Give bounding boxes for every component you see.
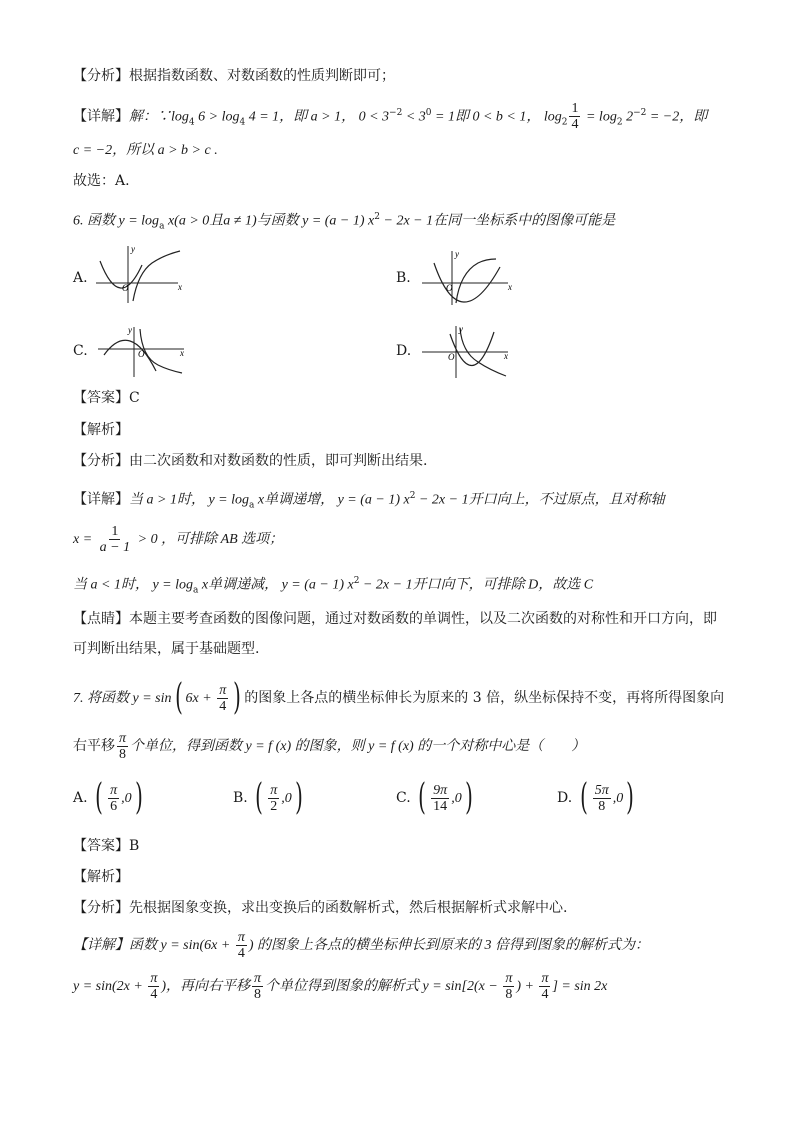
- q7-option-b[interactable]: B. ( $\frac{\pi}{2}$ ,0): [233, 777, 303, 818]
- q6-option-d-label[interactable]: D.: [396, 343, 412, 359]
- fraction-pi-over-8: $\frac{\pi}{8}$: [119, 730, 127, 762]
- axis-x-label: x: [504, 351, 508, 361]
- axis-origin-label: O: [446, 283, 453, 293]
- q5-analysis: 【分析】根据指数函数、对数函数的性质判断即可；: [73, 68, 395, 84]
- q6-detail-line1: 【详解】当 a > 1时， $y = \log_a x$单调递增， y = (a − 1) $x^2 - 2x - 1$开口向上，不过原点，且对称轴: [73, 491, 665, 511]
- q7-answer: 【答案】B: [73, 838, 140, 854]
- q6-option-a-label[interactable]: A.: [73, 270, 88, 286]
- q6-option-c-label[interactable]: C.: [73, 343, 88, 359]
- fraction-pi-over-4: $\frac{\pi}{4}$: [219, 682, 227, 714]
- q6-detail-line3: 当 a < 1时， $y = \log_a x$单调递减， y = (a − 1) $x^2 - 2x - 1$开口向下，可排除 D，故选 C: [73, 576, 594, 596]
- axis-y-label: y: [128, 325, 132, 335]
- axis-x-label: x: [508, 282, 512, 292]
- q6-option-c-graph: [96, 323, 192, 379]
- q6-answer: 【答案】C: [73, 390, 140, 406]
- axis-x-label: x: [178, 282, 182, 292]
- axis-y-label: y: [455, 249, 459, 259]
- q6-option-b-label[interactable]: B.: [396, 270, 411, 286]
- axis-origin-label: O: [138, 349, 145, 359]
- q5-choose: 故选：A.: [73, 173, 130, 189]
- q6-stem: 6. 函数 $y = \log_a x(a > 0$且a ≠ 1)与函数 y = (a − 1) $x^2 - 2x - 1$在同一坐标系中的图像可能是: [73, 212, 616, 232]
- fraction-symmetry-axis: $\frac{1}{a - 1}$: [99, 523, 131, 555]
- q7-analysis: 【分析】先根据图象变换，求出变换后的函数解析式，然后根据解析式求解中心.: [73, 900, 568, 916]
- q7-jiexi: 【解析】: [73, 869, 129, 885]
- q7-option-a[interactable]: A. ( $\frac{\pi}{6}$ ,0): [73, 777, 143, 818]
- q6-option-b-graph: [420, 247, 516, 307]
- q5-detail-line1: 【详解】解：$\because\log_4$ $6 > \log_4 4 = 1$，即 a > 1， $0 < 3^{-2} < 3^0 = 1$即 0 < b < 1， $\log_2$ $\frac{1}{4}$ = $\log_2 2^{-2} = -2$，即: [73, 101, 708, 132]
- q7-stem-line1: 7. 将函数 y = sin( 6x + $\frac{\pi}{4}$ ) 的图象上各点的横坐标伸长为原来的 3 倍，纵坐标保持不变，再将所得图象向: [73, 677, 725, 718]
- q6-analysis: 【分析】由二次函数和对数函数的性质，即可判断出结果.: [73, 453, 428, 469]
- q7-detail-line2: y = sin(2x + $\frac{\pi}{4}$ )，再向右平移 $\frac{\pi}{8}$ 个单位得到图象的解析式 y = sin[2(x − $\frac{\pi}{8}$ ) + $\frac{\pi}{4}$ ] = sin 2x: [73, 970, 608, 1002]
- q7-option-d[interactable]: D. ( $\frac{5\pi}{8}$ ,0): [557, 777, 635, 818]
- q7-option-c[interactable]: C. ( $\frac{9\pi}{14}$ ,0): [396, 777, 473, 818]
- q5-detail-line2: c = −2，所以 a > b > c .: [73, 143, 218, 158]
- q6-detail-line2: x = $\frac{1}{a - 1}$ > 0 ，可排除 AB 选项；: [73, 523, 284, 555]
- q6-comment-line1: 【点睛】本题主要考查函数的图像问题，通过对数函数的单调性，以及二次函数的对称性和开口方向，即: [73, 611, 717, 627]
- axis-origin-label: O: [122, 283, 129, 293]
- q7-detail-line1: 【详解】函数 y = sin(6x + $\frac{\pi}{4}$ ) 的图象上各点的横坐标伸长到原来的 3 倍得到图象的解析式为：: [73, 929, 650, 961]
- fraction-one-quarter: $\frac{1}{4}$: [571, 101, 579, 132]
- q6-comment-line2: 可判断出结果，属于基础题型.: [73, 641, 260, 657]
- q6-option-d-graph: [420, 322, 516, 380]
- q7-stem-line2: 右平移 $\frac{\pi}{8}$ 个单位，得到函数 y = f (x) 的图象，则 y = f (x) 的一个对称中心是（ ）: [73, 730, 586, 762]
- axis-x-label: x: [180, 348, 184, 358]
- axis-y-label: y: [459, 324, 463, 334]
- q6-option-a-graph: [94, 243, 186, 305]
- q6-jiexi: 【解析】: [73, 422, 129, 438]
- axis-origin-label: O: [448, 352, 455, 362]
- axis-y-label: y: [131, 244, 135, 254]
